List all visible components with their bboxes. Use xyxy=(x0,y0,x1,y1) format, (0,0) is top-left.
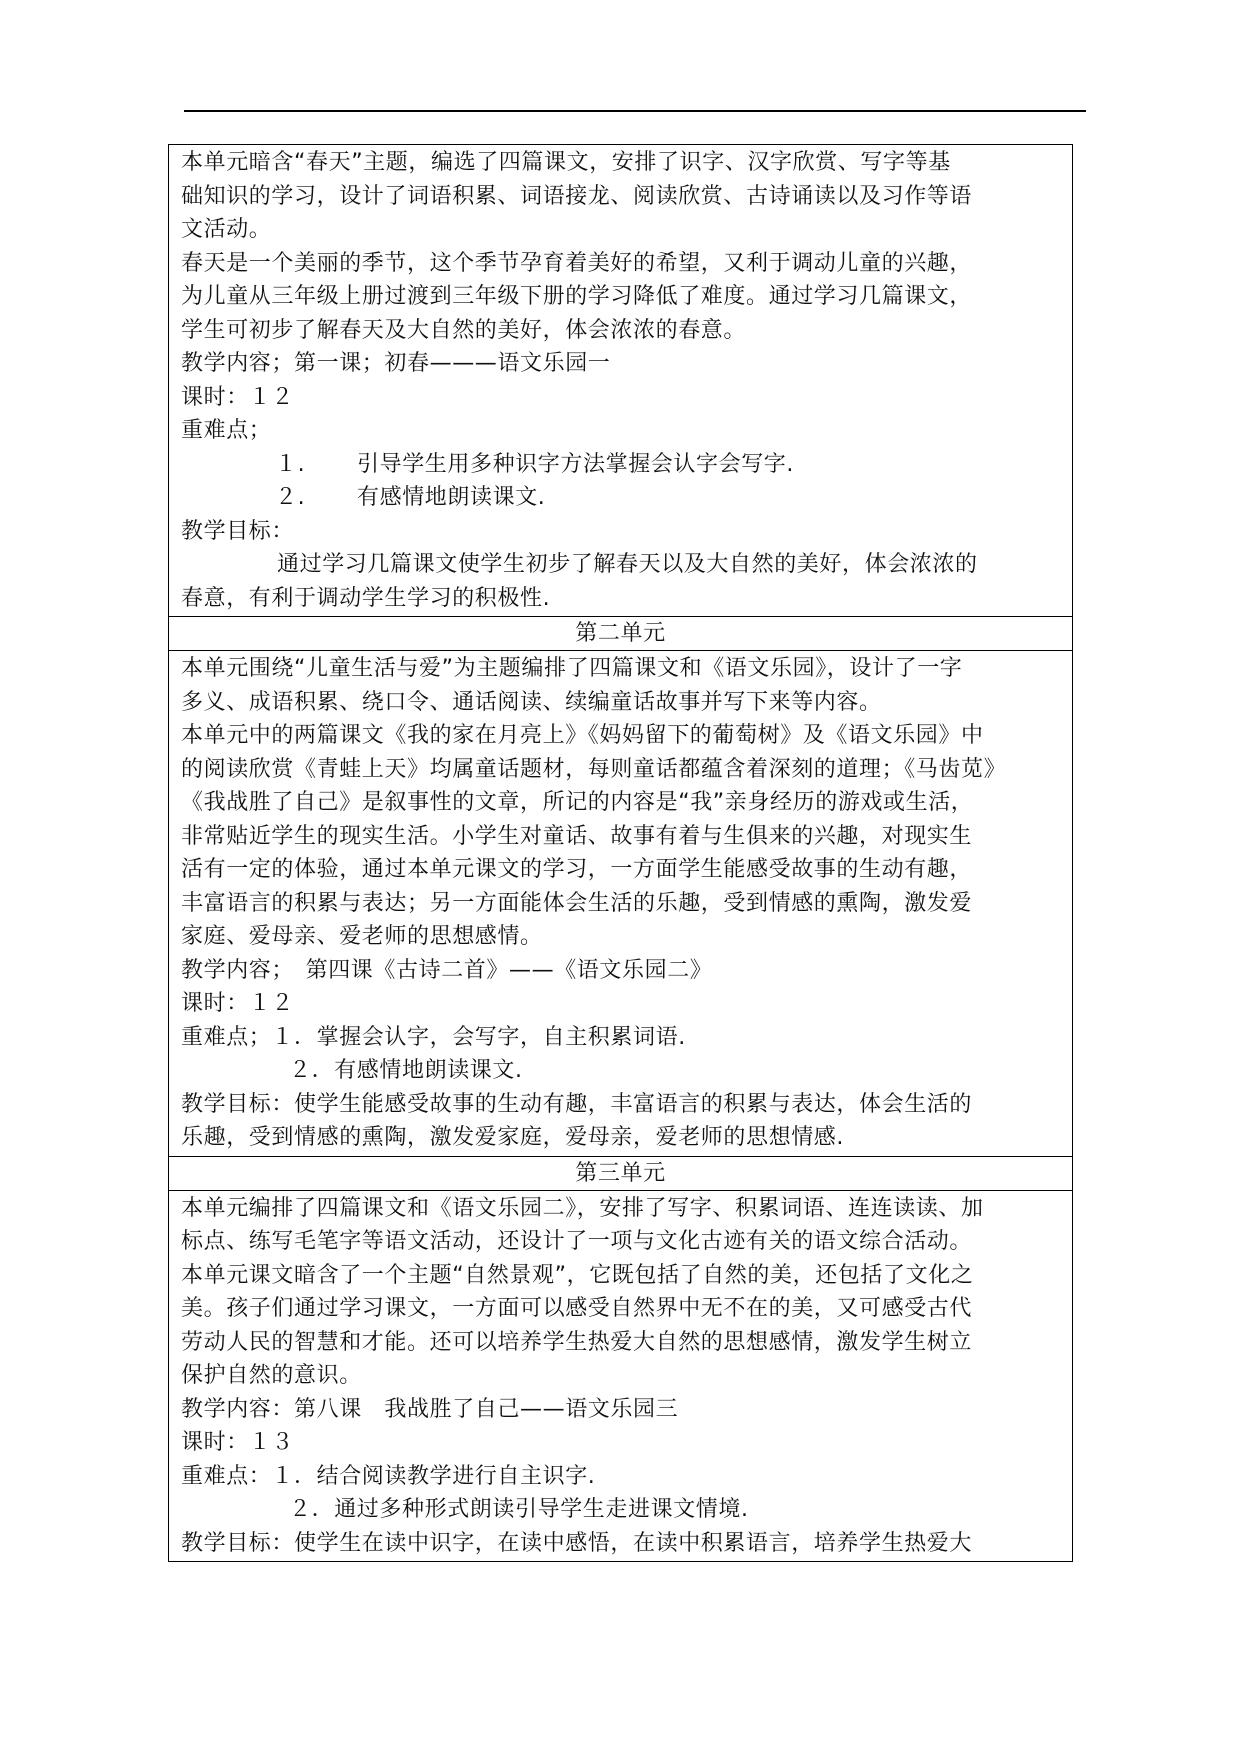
unit3-intro-line: 保护自然的意识。 xyxy=(181,1363,362,1388)
unit2-hours: 课时：１２ xyxy=(181,991,295,1016)
unit1-key-point xyxy=(181,448,1072,482)
unit3-intro-line: 美。孩子们通过学习课文，一方面可以感受自然界中无不在的美，又可感受古代 xyxy=(181,1296,973,1321)
unit2-key-second: ２．有感情地朗读课文. xyxy=(289,1058,523,1083)
unit2-goal-line: 教学目标：使学生能感受故事的生动有趣，丰富语言的积累与表达，体会生活的 xyxy=(181,1091,973,1117)
unit3-cell xyxy=(169,1191,1072,1562)
unit2-intro-line: 本单元中的两篇课文《我的家在月亮上》《妈妈留下的葡萄树》及《语文乐园》中 xyxy=(181,723,984,748)
unit2-goal-line: 乐趣，受到情感的熏陶，激发爱家庭，爱母亲，爱老师的思想情感. xyxy=(181,1125,844,1150)
key-point-text: 引导学生用多种识字方法掌握会认字会写字. xyxy=(357,451,794,477)
unit1-goal-line: 春意，有利于调动学生学习的积极性. xyxy=(181,585,551,611)
unit3-key-second: ２．通过多种形式朗读引导学生走进课文情境. xyxy=(289,1497,749,1522)
unit3-intro-line: 标点、练写毛笔字等语文活动，还设计了一项与文化古迹有关的语文综合活动。 xyxy=(181,1229,973,1254)
unit1-key-label: 重难点； xyxy=(181,418,272,443)
key-point-number: １. xyxy=(275,451,306,477)
key-point-text: 有感情地朗读课文. xyxy=(357,485,546,510)
unit1-intro-line: 为儿童从三年级上册过渡到三年级下册的学习降低了难度。通过学习几篇课文， xyxy=(181,284,973,309)
unit3-intro-line: 本单元编排了四篇课文和《语文乐园二》，安排了写字、积累词语、连连读读、加 xyxy=(181,1195,984,1221)
unit3-hours: 课时：１３ xyxy=(181,1430,295,1455)
unit2-title: 第二单元 xyxy=(169,616,1072,651)
unit3-intro-line: 劳动人民的智慧和才能。还可以培养学生热爱大自然的思想感情，激发学生树立 xyxy=(181,1329,973,1355)
unit1-goal-line: 通过学习几篇课文使学生初步了解春天以及大自然的美好，体会浓浓的 xyxy=(277,552,978,577)
unit1-goal-label: 教学目标： xyxy=(181,518,295,544)
unit1-intro-line: 学生可初步了解春天及大自然的美好，体会浓浓的春意。 xyxy=(181,317,747,343)
unit1-intro-line: 本单元暗含“春天”主题，编选了四篇课文，安排了识字、汉字欣赏、写字等基 xyxy=(181,150,951,175)
unit1-cell xyxy=(169,145,1072,616)
unit1-hours: 课时：１２ xyxy=(181,384,295,410)
unit2-intro-line: 活有一定的体验，通过本单元课文的学习，一方面学生能感受故事的生动有趣， xyxy=(181,857,973,882)
unit2-intro-line: 的阅读欣赏《青蛙上天》均属童话题材，每则童话都蕴含着深刻的道理；《马齿苋》 xyxy=(181,756,1007,782)
header-rule xyxy=(184,110,1086,112)
unit2-intro-line: 家庭、爱母亲、爱老师的思想感情。 xyxy=(181,924,543,949)
key-point-number: ２. xyxy=(275,485,306,510)
unit2-intro-line: 《我战胜了自己》是叙事性的文章，所记的内容是“我”亲身经历的游戏或生活， xyxy=(181,790,974,815)
unit1-key-point xyxy=(181,481,1072,515)
unit2-content: 教学内容； 第四课《古诗二首》——《语文乐园二》 xyxy=(181,957,713,983)
unit2-key-first: 重难点；１．掌握会认字，会写字，自主积累词语. xyxy=(181,1024,686,1050)
unit2-intro-line: 本单元围绕“儿童生活与爱”为主题编排了四篇课文和《语文乐园》，设计了一字 xyxy=(181,656,963,681)
unit3-intro-line: 本单元课文暗含了一个主题“自然景观”，它既包括了自然的美，还包括了文化之 xyxy=(181,1262,974,1288)
unit2-intro-line: 丰富语言的积累与表达；另一方面能体会生活的乐趣，受到情感的熏陶，激发爱 xyxy=(181,890,973,916)
unit3-title: 第三单元 xyxy=(169,1156,1072,1191)
unit1-intro-line: 春天是一个美丽的季节，这个季节孕育着美好的希望，又利于调动儿童的兴趣， xyxy=(181,250,973,276)
unit3-key-first: 重难点：１．结合阅读教学进行自主识字. xyxy=(181,1463,596,1489)
lesson-plan-table xyxy=(168,144,1073,1562)
unit3-content: 教学内容：第八课 我战胜了自己——语文乐园三 xyxy=(181,1396,679,1422)
unit2-intro-line: 非常贴近学生的现实生活。小学生对童话、故事有着与生俱来的兴趣，对现实生 xyxy=(181,823,973,849)
unit1-intro-line: 础知识的学习，设计了词语积累、词语接龙、阅读欣赏、古诗诵读以及习作等语 xyxy=(181,183,973,209)
unit1-intro-line: 文活动。 xyxy=(181,217,272,242)
unit3-goal-first: 教学目标：使学生在读中识字，在读中感悟，在读中积累语言，培养学生热爱大 xyxy=(181,1530,973,1556)
unit2-cell xyxy=(169,651,1072,1156)
unit2-intro-line: 多义、成语积累、绕口令、通话阅读、续编童话故事并写下来等内容。 xyxy=(181,689,882,715)
unit1-content: 教学内容；第一课；初春———语文乐园一 xyxy=(181,351,611,376)
